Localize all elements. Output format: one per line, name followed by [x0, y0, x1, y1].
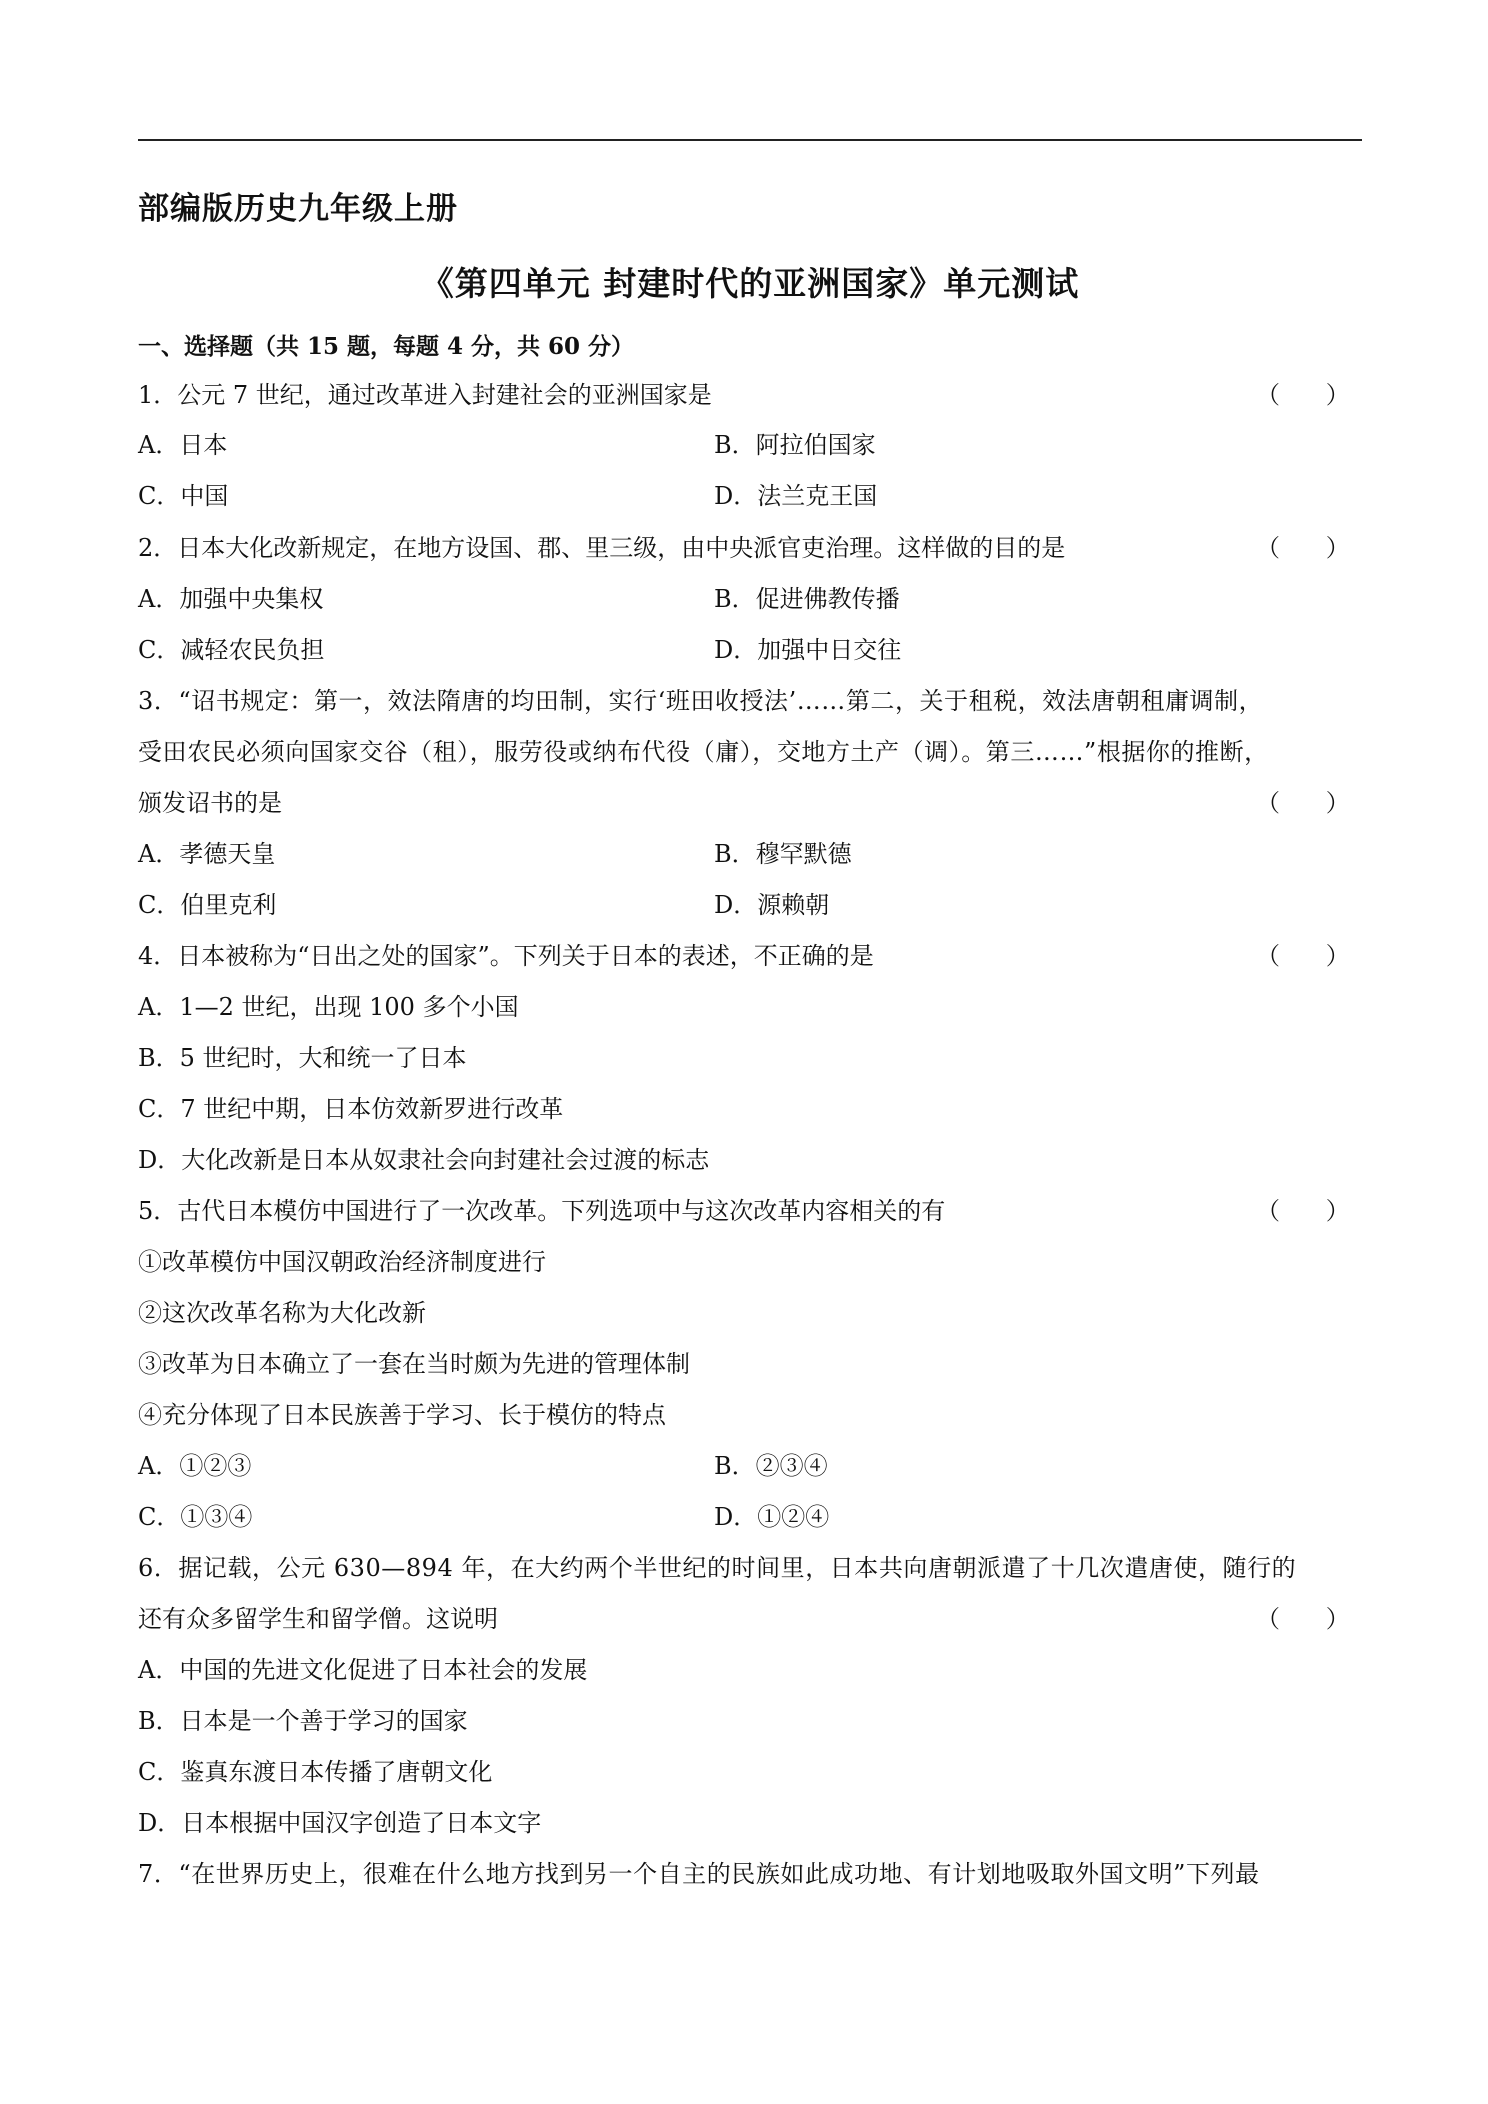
q1-option-c: C．中国 — [138, 482, 229, 510]
q1-option-a: A．日本 — [138, 431, 228, 459]
q5-option-a: A．①②③ — [138, 1452, 252, 1480]
q5-item-4: ④充分体现了日本民族善于学习、长于模仿的特点 — [138, 1401, 666, 1429]
question-1-stem: 1．公元 7 世纪，通过改革进入封建社会的亚洲国家是 — [138, 381, 712, 409]
q6-option-b: B．日本是一个善于学习的国家 — [138, 1707, 468, 1735]
question-3-stem-line-3: 颁发诏书的是 — [138, 789, 282, 817]
q3-option-b: B．穆罕默德 — [714, 840, 852, 868]
q4-option-c: C．7 世纪中期，日本仿效新罗进行改革 — [138, 1095, 564, 1123]
question-4-stem: 4．日本被称为“日出之处的国家”。下列关于日本的表述，不正确的是 — [138, 942, 874, 970]
header-rule — [138, 139, 1362, 141]
q1-option-b: B．阿拉伯国家 — [714, 431, 876, 459]
q5-item-2: ②这次改革名称为大化改新 — [138, 1299, 426, 1327]
question-5-stem: 5．古代日本模仿中国进行了一次改革。下列选项中与这次改革内容相关的有 — [138, 1197, 946, 1225]
q2-option-c: C．减轻农民负担 — [138, 636, 325, 664]
question-6-stem-line-2: 还有众多留学生和留学僧。这说明 — [138, 1605, 498, 1633]
answer-blank-3: （ ） — [1256, 789, 1350, 817]
answer-blank-2: （ ） — [1256, 534, 1350, 562]
question-3-stem-line-1: 3．“诏书规定：第一，效法隋唐的均田制，实行‘班田收授法’……第二，关于租税，效法唐朝租庸调制， — [138, 687, 1264, 715]
answer-blank-6: （ ） — [1256, 1605, 1350, 1633]
q5-item-3: ③改革为日本确立了一套在当时颇为先进的管理体制 — [138, 1350, 690, 1378]
answer-blank-5: （ ） — [1256, 1197, 1350, 1225]
q3-option-c: C．伯里克利 — [138, 891, 277, 919]
answer-blank-1: （ ） — [1256, 381, 1350, 409]
q4-option-b: B．5 世纪时，大和统一了日本 — [138, 1044, 467, 1072]
document-title: 《第四单元 封建时代的亚洲国家》单元测试 — [420, 264, 1080, 303]
q2-option-d: D．加强中日交往 — [714, 636, 902, 664]
q6-option-c: C．鉴真东渡日本传播了唐朝文化 — [138, 1758, 493, 1786]
q6-option-d: D．日本根据中国汉字创造了日本文字 — [138, 1809, 542, 1837]
question-7-stem: 7．“在世界历史上，很难在什么地方找到另一个自主的民族如此成功地、有计划地吸取外国文明”下列最 — [138, 1860, 1260, 1888]
q3-option-a: A．孝德天皇 — [138, 840, 276, 868]
q1-option-d: D．法兰克王国 — [714, 482, 878, 510]
q5-option-b: B．②③④ — [714, 1452, 828, 1480]
q5-option-c: C．①③④ — [138, 1503, 253, 1531]
answer-blank-4: （ ） — [1256, 942, 1350, 970]
q6-option-a: A．中国的先进文化促进了日本社会的发展 — [138, 1656, 588, 1684]
q5-option-d: D．①②④ — [714, 1503, 830, 1531]
document-subtitle: 部编版历史九年级上册 — [138, 191, 458, 227]
q2-option-b: B．促进佛教传播 — [714, 585, 900, 613]
q4-option-d: D．大化改新是日本从奴隶社会向封建社会过渡的标志 — [138, 1146, 710, 1174]
q5-item-1: ①改革模仿中国汉朝政治经济制度进行 — [138, 1248, 546, 1276]
q4-option-a: A．1—2 世纪，出现 100 多个小国 — [138, 993, 519, 1021]
q3-option-d: D．源赖朝 — [714, 891, 830, 919]
section-heading: 一、选择题（共 15 题，每题 4 分，共 60 分） — [138, 333, 635, 360]
question-3-stem-line-2: 受田农民必须向国家交谷（租），服劳役或纳布代役（庸），交地方土产（调）。第三……”根据你的推断， — [138, 738, 1269, 766]
question-2-stem: 2．日本大化改新规定，在地方设国、郡、里三级，由中央派官吏治理。这样做的目的是 — [138, 534, 1066, 562]
question-6-stem-line-1: 6．据记载，公元 630—894 年，在大约两个半世纪的时间里，日本共向唐朝派遣了十几次遣唐使，随行的 — [138, 1554, 1297, 1582]
q2-option-a: A．加强中央集权 — [138, 585, 324, 613]
